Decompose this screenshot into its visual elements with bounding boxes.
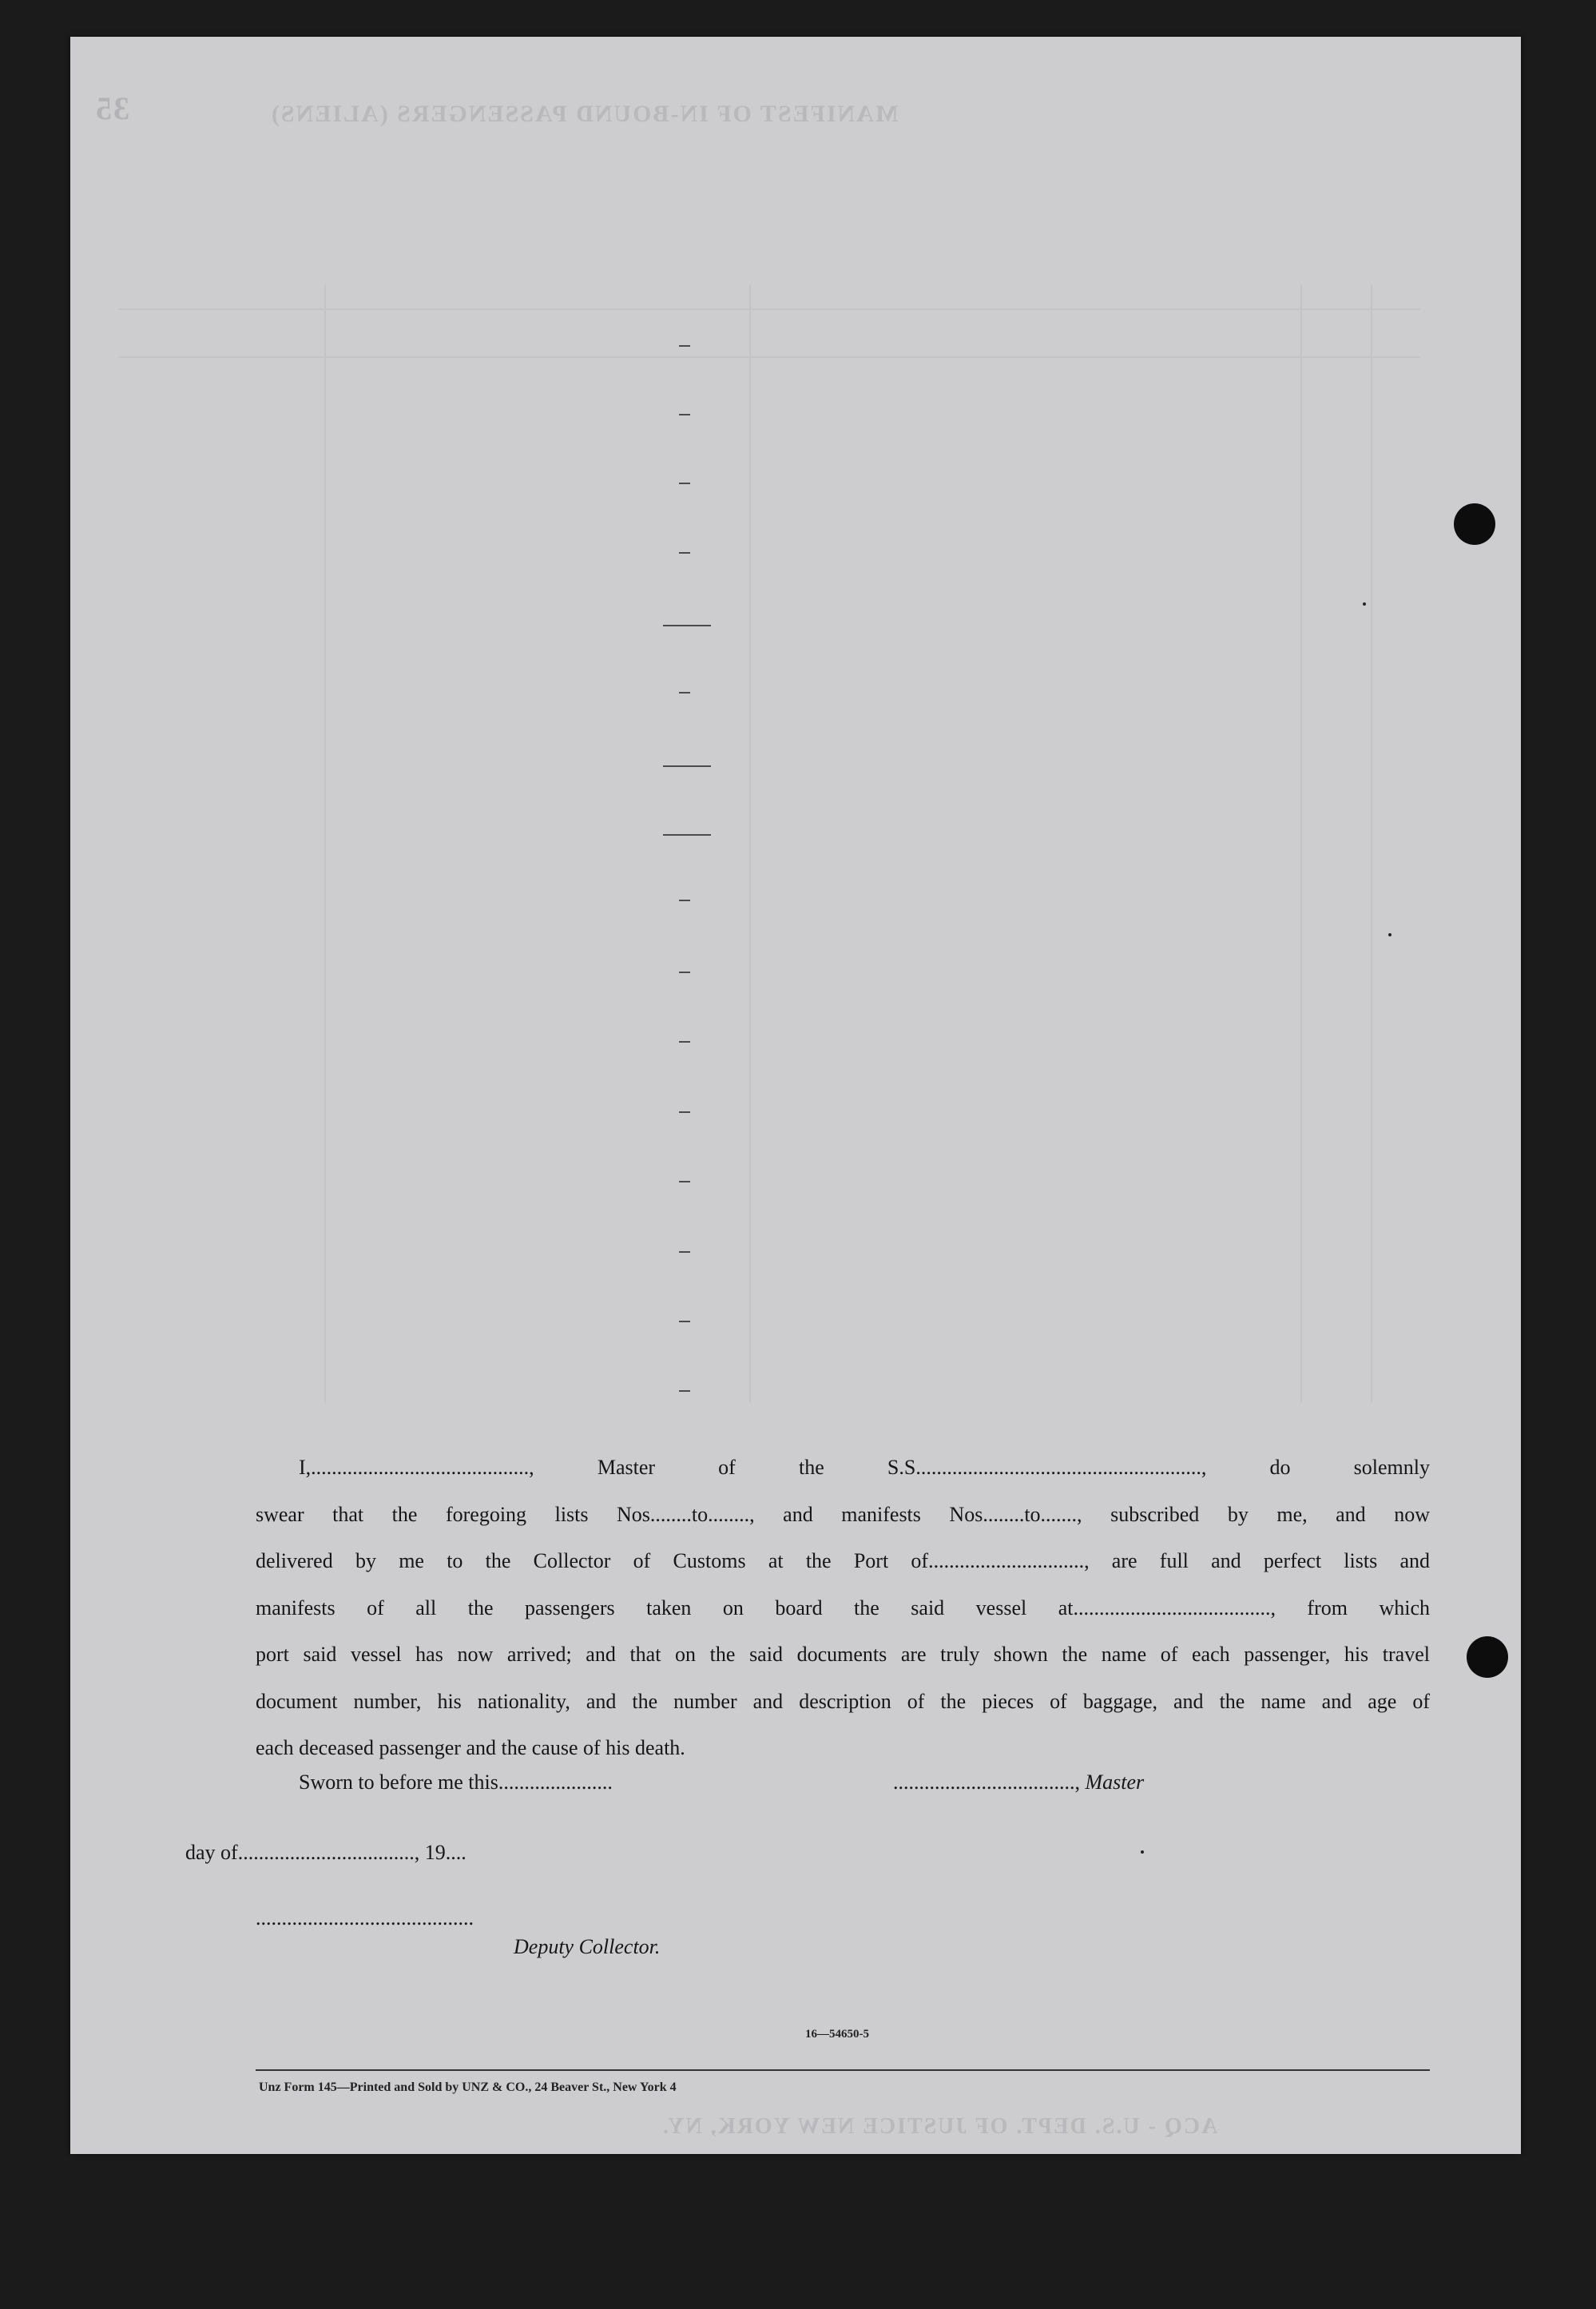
collector-signature-dots: .......................................... (256, 1906, 474, 1929)
row-tick (679, 1041, 690, 1043)
oath-line-7: each deceased passenger and the cause of his death. (256, 1736, 685, 1759)
deputy-collector-label: Deputy Collector. (514, 1935, 661, 1958)
page-stamp-bleed: 35 (94, 90, 129, 126)
row-tick (679, 414, 690, 415)
speck (1363, 602, 1366, 606)
oath-line-1: I,.........................................., Master of the S.S......................................................., do solemnly (299, 1456, 1430, 1479)
punch-hole (1467, 1636, 1508, 1678)
day-of-line: day of.................................., 19.... (185, 1841, 466, 1864)
grid-line (324, 284, 326, 1403)
grid-line (118, 308, 1420, 310)
master-oath (256, 1445, 1430, 1772)
row-tick (663, 765, 711, 767)
printer-line: Unz Form 145—Printed and Sold by UNZ & CO., 24 Beaver St., New York 4 (259, 2080, 677, 2094)
manifest-page (70, 37, 1521, 2154)
row-tick (679, 1321, 690, 1322)
row-tick (679, 1111, 690, 1113)
grid-line (1300, 284, 1302, 1403)
row-tick (679, 552, 690, 554)
row-tick (679, 345, 690, 347)
grid-line (749, 284, 751, 1403)
master-signature-dots: ..................................., (893, 1770, 1086, 1794)
oath-line-5: port said vessel has now arrived; and that on the said documents are truly shown the name of each passenger, his travel (256, 1643, 1430, 1666)
reverse-title-bleed: MANIFEST OF IN-BOUND PASSENGERS (ALIENS) (270, 101, 899, 127)
oath-line-3: delivered by me to the Collector of Customs at the Port of.............................., are full and perfect lists and (256, 1549, 1430, 1572)
speck (1141, 1850, 1144, 1854)
grid-line (1371, 284, 1372, 1403)
reverse-bottom-bleed: ACQ - U.S. DEPT. OF JUSTICE NEW YORK, NY. (661, 2114, 1218, 2139)
row-tick (679, 692, 690, 693)
punch-hole (1454, 503, 1495, 545)
oath-line-6: document number, his nationality, and the number and description of the pieces of baggage, and the name and age of (256, 1689, 1430, 1713)
row-tick (663, 834, 711, 836)
row-tick (663, 625, 711, 626)
row-tick (679, 900, 690, 901)
row-tick (679, 483, 690, 484)
speck (1388, 933, 1392, 936)
oath-line-4: manifests of all the passengers taken on board the said vessel at......................................, from which (256, 1596, 1430, 1619)
grid-line (118, 356, 1420, 358)
master-label: Master (1085, 1770, 1145, 1794)
row-tick (679, 972, 690, 973)
form-number: 16—54650-5 (805, 2028, 869, 2041)
row-tick (679, 1251, 690, 1253)
master-signature (893, 1770, 1144, 1794)
row-tick (679, 1181, 690, 1182)
row-tick (679, 1390, 690, 1392)
oath-line-2: swear that the foregoing lists Nos........to........, and manifests Nos........to......., subscribed by me, and now (256, 1502, 1430, 1526)
footer-rule (256, 2069, 1430, 2071)
sworn-line: Sworn to before me this...................... (299, 1770, 613, 1794)
